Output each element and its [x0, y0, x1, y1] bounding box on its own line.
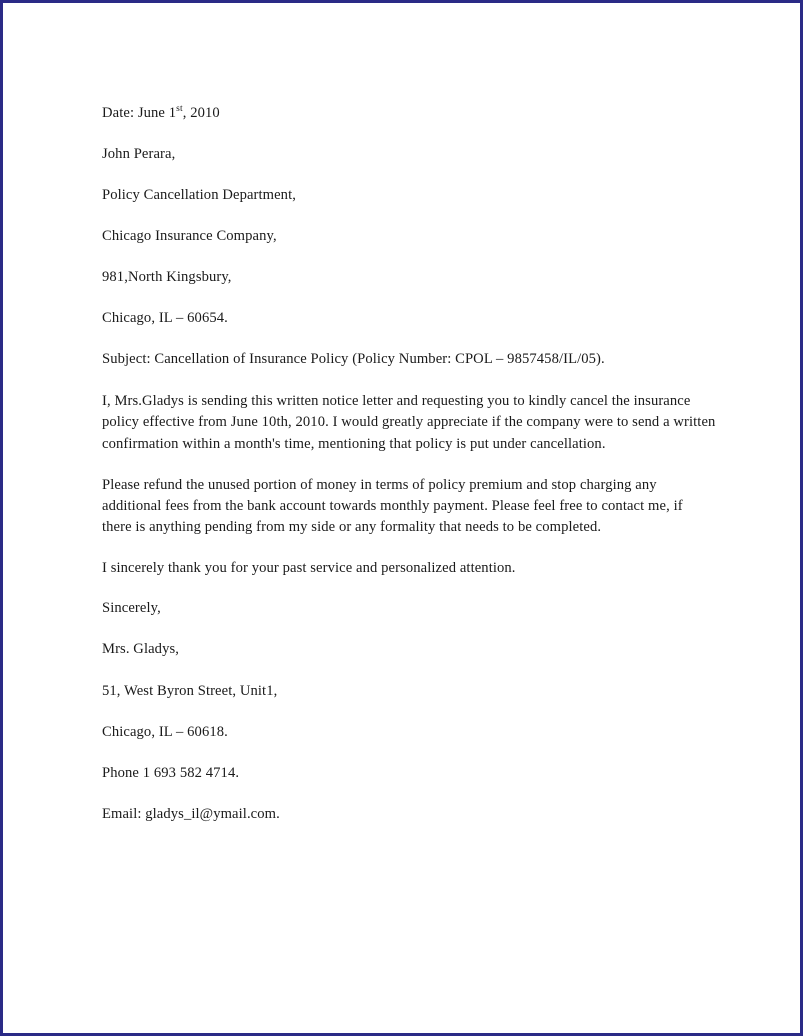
sender-email: Email: gladys_il@ymail.com.: [102, 805, 280, 822]
recipient-company: Chicago Insurance Company,: [102, 228, 277, 245]
recipient-street: 981,North Kingsbury,: [102, 269, 232, 286]
closing-line: Sincerely,: [102, 600, 161, 617]
date-prefix: Date: June 1: [102, 105, 177, 121]
recipient-name: John Perara,: [102, 146, 176, 163]
date-line: [102, 104, 716, 124]
body-paragraph-2: Please refund the unused portion of money in terms of policy premium and stop charging any additional fees from the bank account towards monthly payment. Please feel free to contact me, if there is anything pending from my side or any formality that needs to be completed.: [102, 476, 683, 536]
body-paragraph-1: I, Mrs.Gladys is sending this written notice letter and requesting you to kindly cancel the insurance policy effective from June 10th, 2010. I would greatly appreciate if the company were to send a written confirmation within a month's time, mentioning that policy is put under cancellation.: [102, 393, 716, 452]
date-suffix: , 2010: [182, 105, 220, 121]
date-ordinal: st: [176, 104, 183, 115]
recipient-city-state-zip: Chicago, IL – 60654.: [102, 310, 228, 327]
recipient-department: Policy Cancellation Department,: [102, 187, 296, 204]
sender-city-state-zip: Chicago, IL – 60618.: [102, 723, 228, 740]
subject-line: Subject: Cancellation of Insurance Policy (Policy Number: CPOL – 9857458/IL/05).: [102, 351, 605, 368]
letter-content: [102, 104, 716, 846]
sender-street: 51, West Byron Street, Unit1,: [102, 682, 278, 699]
letter-page: [11, 11, 792, 1025]
sender-name: Mrs. Gladys,: [102, 641, 180, 658]
sender-phone: Phone 1 693 582 4714.: [102, 764, 240, 781]
body-paragraph-3: I sincerely thank you for your past service and personalized attention.: [102, 560, 516, 577]
